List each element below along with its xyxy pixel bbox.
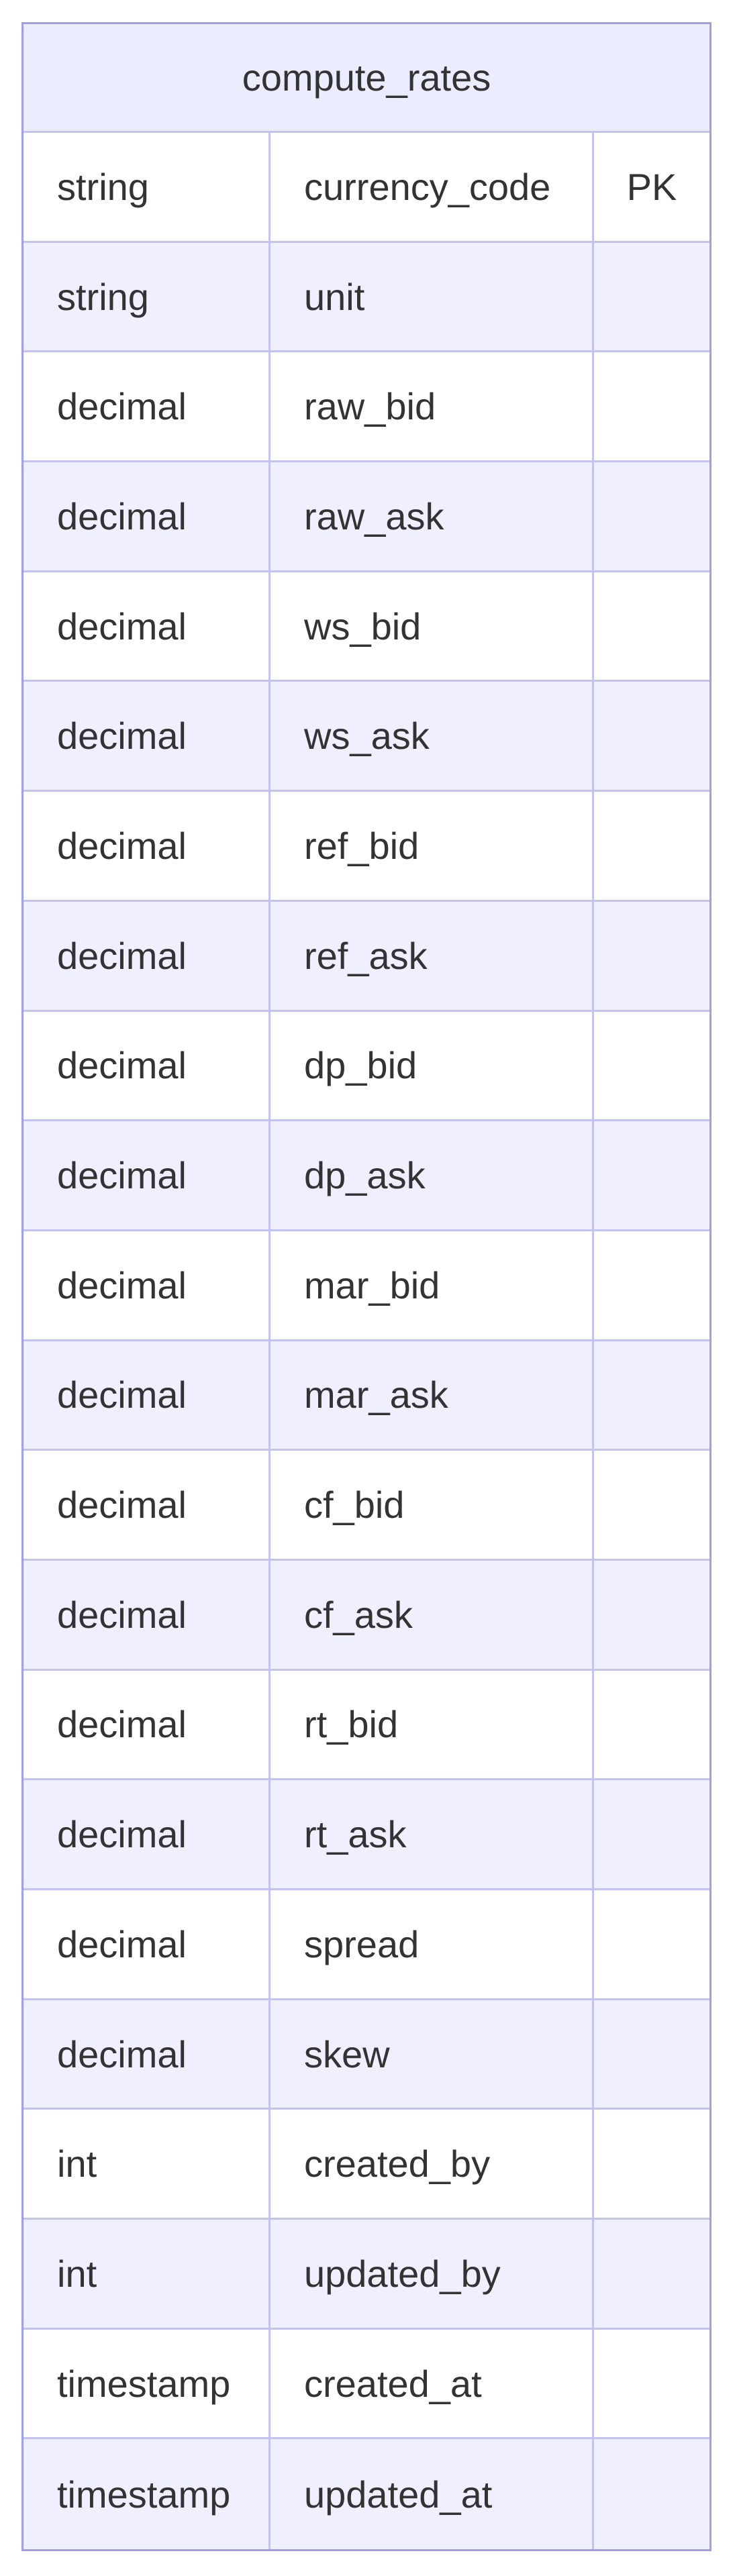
attribute-row bbox=[23, 572, 709, 682]
attribute-row bbox=[23, 792, 709, 902]
attribute-row bbox=[23, 1561, 709, 1671]
attribute-key: PK bbox=[626, 165, 677, 208]
attribute-type: decimal bbox=[23, 352, 271, 460]
attribute-row bbox=[23, 1780, 709, 1890]
attribute-name: skew bbox=[271, 2000, 594, 2108]
attribute-type: int bbox=[23, 2110, 271, 2218]
attribute-type: decimal bbox=[23, 1890, 271, 1998]
attribute-key bbox=[594, 572, 709, 680]
attribute-key bbox=[594, 1341, 709, 1449]
attribute-row bbox=[23, 1890, 709, 2000]
attribute-key bbox=[594, 1780, 709, 1888]
attribute-key bbox=[594, 682, 709, 790]
attribute-key bbox=[594, 1890, 709, 1998]
attribute-type: decimal bbox=[23, 572, 271, 680]
attribute-name: ws_ask bbox=[271, 682, 594, 790]
attribute-type: decimal bbox=[23, 1561, 271, 1669]
attribute-row bbox=[23, 902, 709, 1012]
entity-compute-rates bbox=[21, 22, 711, 2551]
attribute-row bbox=[23, 1231, 709, 1341]
attribute-type: decimal bbox=[23, 2000, 271, 2108]
attribute-type: decimal bbox=[23, 1012, 271, 1120]
attribute-row bbox=[23, 2110, 709, 2220]
attribute-name: created_by bbox=[271, 2110, 594, 2218]
attribute-name: mar_ask bbox=[271, 1341, 594, 1449]
attribute-key bbox=[594, 1121, 709, 1229]
attribute-row bbox=[23, 2439, 709, 2549]
attribute-list bbox=[23, 133, 709, 2549]
attribute-type: decimal bbox=[23, 1780, 271, 1888]
attribute-type: decimal bbox=[23, 902, 271, 1010]
attribute-name: raw_bid bbox=[271, 352, 594, 460]
attribute-key bbox=[594, 2330, 709, 2438]
attribute-type: decimal bbox=[23, 792, 271, 900]
attribute-key bbox=[594, 1012, 709, 1120]
attribute-name: cf_ask bbox=[271, 1561, 594, 1669]
attribute-key bbox=[594, 352, 709, 460]
attribute-row bbox=[23, 352, 709, 462]
attribute-type: decimal bbox=[23, 1121, 271, 1229]
attribute-key bbox=[594, 2439, 709, 2549]
attribute-type: decimal bbox=[23, 1671, 271, 1779]
attribute-name: dp_bid bbox=[271, 1012, 594, 1120]
attribute-row bbox=[23, 2330, 709, 2440]
attribute-key bbox=[594, 1561, 709, 1669]
attribute-name: ws_bid bbox=[271, 572, 594, 680]
attribute-type: string bbox=[23, 133, 271, 241]
attribute-name: created_at bbox=[271, 2330, 594, 2438]
attribute-name: unit bbox=[271, 243, 594, 351]
attribute-row bbox=[23, 243, 709, 353]
attribute-name: spread bbox=[271, 1890, 594, 1998]
attribute-row bbox=[23, 133, 709, 243]
attribute-name: dp_ask bbox=[271, 1121, 594, 1229]
attribute-type: decimal bbox=[23, 1451, 271, 1559]
attribute-key bbox=[594, 1451, 709, 1559]
attribute-key bbox=[594, 2110, 709, 2218]
attribute-type: decimal bbox=[23, 462, 271, 570]
attribute-key bbox=[594, 2220, 709, 2328]
attribute-name: raw_ask bbox=[271, 462, 594, 570]
attribute-row bbox=[23, 1451, 709, 1561]
attribute-key bbox=[594, 2000, 709, 2108]
attribute-row bbox=[23, 682, 709, 792]
attribute-row bbox=[23, 1012, 709, 1122]
attribute-key bbox=[594, 1231, 709, 1339]
attribute-key bbox=[594, 243, 709, 351]
attribute-row bbox=[23, 1671, 709, 1781]
attribute-key bbox=[594, 902, 709, 1010]
attribute-row bbox=[23, 462, 709, 572]
attribute-key bbox=[594, 1671, 709, 1779]
attribute-name: mar_bid bbox=[271, 1231, 594, 1339]
attribute-type: timestamp bbox=[23, 2330, 271, 2438]
attribute-row bbox=[23, 2000, 709, 2110]
attribute-type: int bbox=[23, 2220, 271, 2328]
attribute-key bbox=[594, 792, 709, 900]
entity-title: compute_rates bbox=[23, 24, 709, 133]
attribute-type: decimal bbox=[23, 682, 271, 790]
attribute-row bbox=[23, 2220, 709, 2330]
attribute-row bbox=[23, 1341, 709, 1451]
attribute-name: ref_ask bbox=[271, 902, 594, 1010]
attribute-type: timestamp bbox=[23, 2439, 271, 2549]
attribute-type: decimal bbox=[23, 1341, 271, 1449]
attribute-name: currency_code bbox=[271, 133, 594, 241]
attribute-name: updated_at bbox=[271, 2439, 594, 2549]
attribute-key bbox=[594, 462, 709, 570]
attribute-name: updated_by bbox=[271, 2220, 594, 2328]
attribute-name: ref_bid bbox=[271, 792, 594, 900]
attribute-row bbox=[23, 1121, 709, 1231]
attribute-type: string bbox=[23, 243, 271, 351]
attribute-name: rt_ask bbox=[271, 1780, 594, 1888]
attribute-type: decimal bbox=[23, 1231, 271, 1339]
attribute-name: cf_bid bbox=[271, 1451, 594, 1559]
attribute-name: rt_bid bbox=[271, 1671, 594, 1779]
